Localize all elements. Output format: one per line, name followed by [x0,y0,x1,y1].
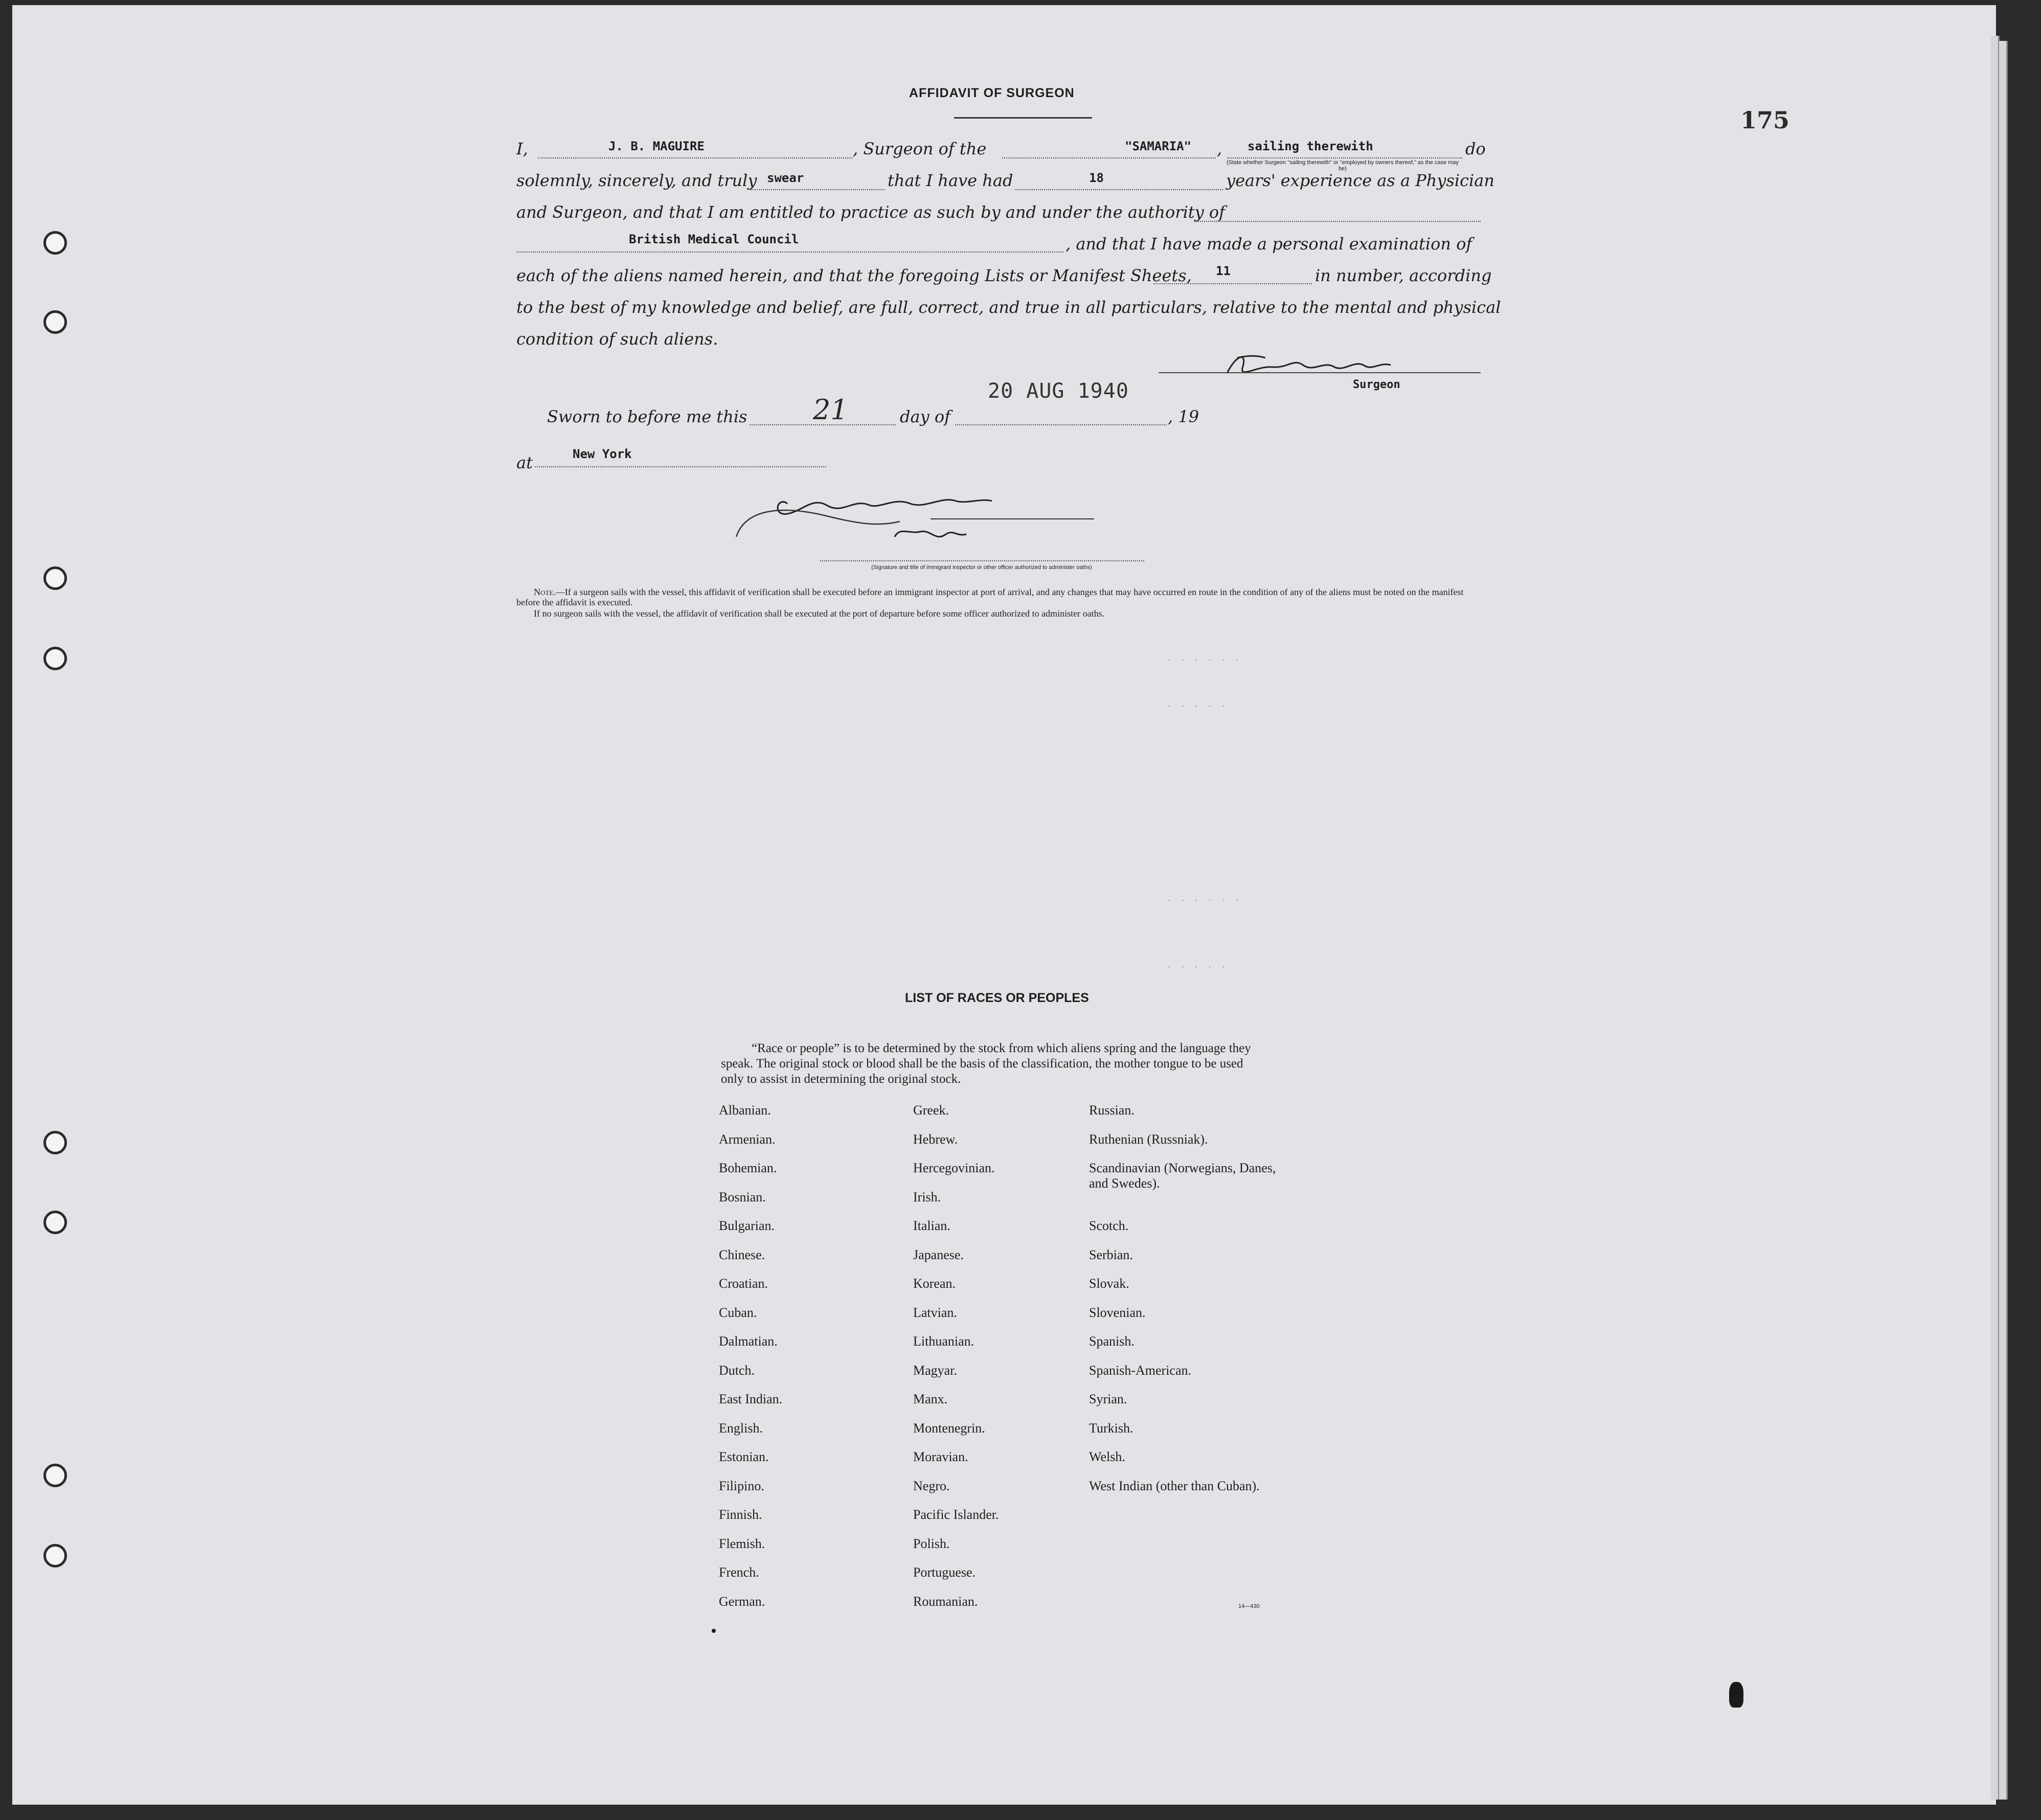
binder-hole [43,1464,67,1487]
affidavit-note [516,587,1480,607]
note-paragraph: —If a surgeon sails with the vessel, this affidavit of verification shall be executed before an immigrant inspector at port of arrival, and any changes that may have occurred en route in the condition of any of the aliens must be noted on the manifest before the affidavit is executed. [516,587,1464,607]
place-field: New York [573,447,632,461]
race-item: Spanish-American. [1089,1362,1192,1378]
authority-field: British Medical Council [629,232,799,246]
sheet-count-field: 11 [1216,264,1231,278]
race-item: Greek. [913,1103,949,1118]
race-item [1089,1190,1283,1219]
page-number: 175 [1740,106,1790,134]
affidavit-text: at [516,453,533,472]
race-item: German. [719,1594,765,1609]
race-item: Portuguese. [913,1565,976,1580]
race-item: Magyar. [913,1362,957,1378]
page-stack-edge [1999,41,2008,1800]
race-item: Lithuanian. [913,1334,974,1349]
form-number: 14—430 [1238,1603,1260,1609]
affidavit-text: each of the aliens named herein, and that the foregoing Lists or Manifest Sheets, [516,266,1192,285]
race-item: Hercegovinian. [913,1161,995,1175]
fill-line [1153,283,1312,284]
race-item: Polish. [913,1536,950,1551]
page-stack-edge [1991,36,2000,1800]
race-item: Hebrew. [913,1131,958,1147]
affidavit-text: and Surgeon, and that I am entitled to practice as such by and under the authority of [516,202,1226,222]
affidavit-text: , and that I have made a personal examination of [1065,234,1472,254]
binder-hole [43,231,67,255]
race-item: Negro. [913,1478,950,1493]
race-item: Finnish. [719,1507,762,1522]
race-item [1089,1507,1283,1536]
inspector-signature [726,486,1115,557]
affidavit-text: , [1217,139,1222,158]
day-field: 21 [813,394,848,426]
race-item: Welsh. [1089,1449,1125,1464]
races-list-intro: “Race or people” is to be determined by the stock from which aliens spring and the language they speak. The original stock or blood shall be the basis of the classification, the mother tongue to be used only to assist in determining the original stock. [721,1041,1251,1086]
race-item: Spanish. [1089,1334,1135,1349]
races-column-3 [1089,1103,1283,1623]
race-item: Armenian. [719,1131,776,1147]
affidavit-text: to the best of my knowledge and belief, are full, correct, and true in all particulars, relative to the mental and physical [516,298,1501,317]
race-item [1089,1565,1283,1594]
vessel-name-field: "SAMARIA" [1125,139,1192,153]
note-paragraph: If no surgeon sails with the vessel, the affidavit of verification shall be executed at the port of departure before some officer authorized to administer oaths. [534,608,1105,619]
fill-line [1015,189,1223,190]
race-item: Slovenian. [1089,1305,1146,1320]
affidavit-text: day of [900,407,950,426]
fill-line [538,157,852,158]
race-item: Russian. [1089,1103,1135,1118]
race-item: Estonian. [719,1449,769,1464]
race-item: Roumanian. [913,1594,978,1609]
affidavit-text: , Surgeon of the [853,139,987,158]
race-item: Latvian. [913,1305,957,1320]
surgeon-name-field: J. B. MAGUIRE [608,139,705,153]
affidavit-text: years' experience as a Physician [1226,171,1494,190]
race-item: Pacific Islander. [913,1507,999,1522]
affidavit-text: , 19 [1168,407,1199,426]
ink-blot [1729,1682,1743,1708]
race-item: Dalmatian. [719,1334,778,1349]
affidavit-text: Sworn to before me this [547,407,747,426]
fill-line [1227,157,1462,158]
race-item: Flemish. [719,1536,765,1551]
race-item: Bulgarian. [719,1218,775,1233]
race-item: English. [719,1420,763,1436]
race-item: Albanian. [719,1103,771,1118]
race-item: Chinese. [719,1247,765,1262]
race-item: Montenegrin. [913,1420,985,1436]
race-item: Italian. [913,1218,950,1233]
title-rule [954,117,1092,119]
race-item: East Indian. [719,1392,783,1406]
race-item: Turkish. [1089,1420,1133,1436]
race-item: Slovak. [1089,1276,1129,1291]
race-item: Manx. [913,1392,948,1406]
race-item: West Indian (other than Cuban). [1089,1478,1260,1493]
surgeon-capacity-field: sailing therewith [1248,139,1373,153]
affidavit-text: solemnly, sincerely, and truly [516,171,757,190]
binder-hole [43,1211,67,1234]
affidavit-text: I, [516,139,528,158]
affidavit-title: AFFIDAVIT OF SURGEON [909,86,1075,100]
binder-hole [43,647,67,670]
race-item: Bosnian. [719,1189,766,1204]
races-column-2 [913,1103,1087,1623]
note-label: Note. [534,587,556,597]
binder-hole [43,310,67,334]
affidavit-text: in number, according [1315,266,1492,285]
affidavit-text: that I have had [888,171,1013,190]
race-item: Cuban. [719,1305,757,1320]
fill-line [750,424,896,425]
binder-hole [43,1544,67,1567]
race-item: Filipino. [719,1478,764,1493]
fill-line [751,189,885,190]
fill-line [516,252,1063,253]
race-item: Ruthenian (Russniak). [1089,1131,1208,1147]
affidavit-text: do [1465,139,1486,158]
race-item: Bohemian. [719,1161,777,1175]
inspector-caption: (Signature and title of immigrant inspector or other officer authorized to administer oaths) [871,564,1092,571]
race-item: Dutch. [719,1362,755,1378]
races-column-1 [719,1103,893,1623]
fill-line [1002,157,1216,158]
years-experience-field: 18 [1089,171,1104,185]
oath-type-field: swear [767,171,804,185]
race-item: Moravian. [913,1449,968,1464]
fill-line [535,466,826,467]
race-item: Irish. [913,1189,941,1204]
race-item: Serbian. [1089,1247,1133,1262]
binder-hole [43,1131,67,1154]
fill-line [955,424,1167,425]
binder-hole [43,566,67,590]
ink-dot [712,1629,716,1633]
race-item: French. [719,1565,759,1580]
capacity-note: (State whether Surgeon "sailing therewith" or "employed by owners thereof," as the case may be) [1226,160,1459,172]
race-item: Croatian. [719,1276,768,1291]
race-item: Scandinavian (Norwegians, Danes, and Swedes). [1089,1161,1276,1191]
affidavit-text: condition of such aliens. [516,329,718,349]
date-stamp: 20 AUG 1940 [988,379,1129,403]
race-item [1089,1536,1283,1565]
surgeon-label: Surgeon [1353,378,1400,391]
signature-line [1159,372,1481,373]
race-item: Japanese. [913,1247,964,1262]
race-item: Syrian. [1089,1392,1127,1406]
race-item: Scotch. [1089,1218,1129,1233]
races-list-title: LIST OF RACES OR PEOPLES [905,991,1089,1005]
race-item: Korean. [913,1276,956,1291]
fill-line [1194,221,1481,222]
fill-line [820,560,1144,561]
